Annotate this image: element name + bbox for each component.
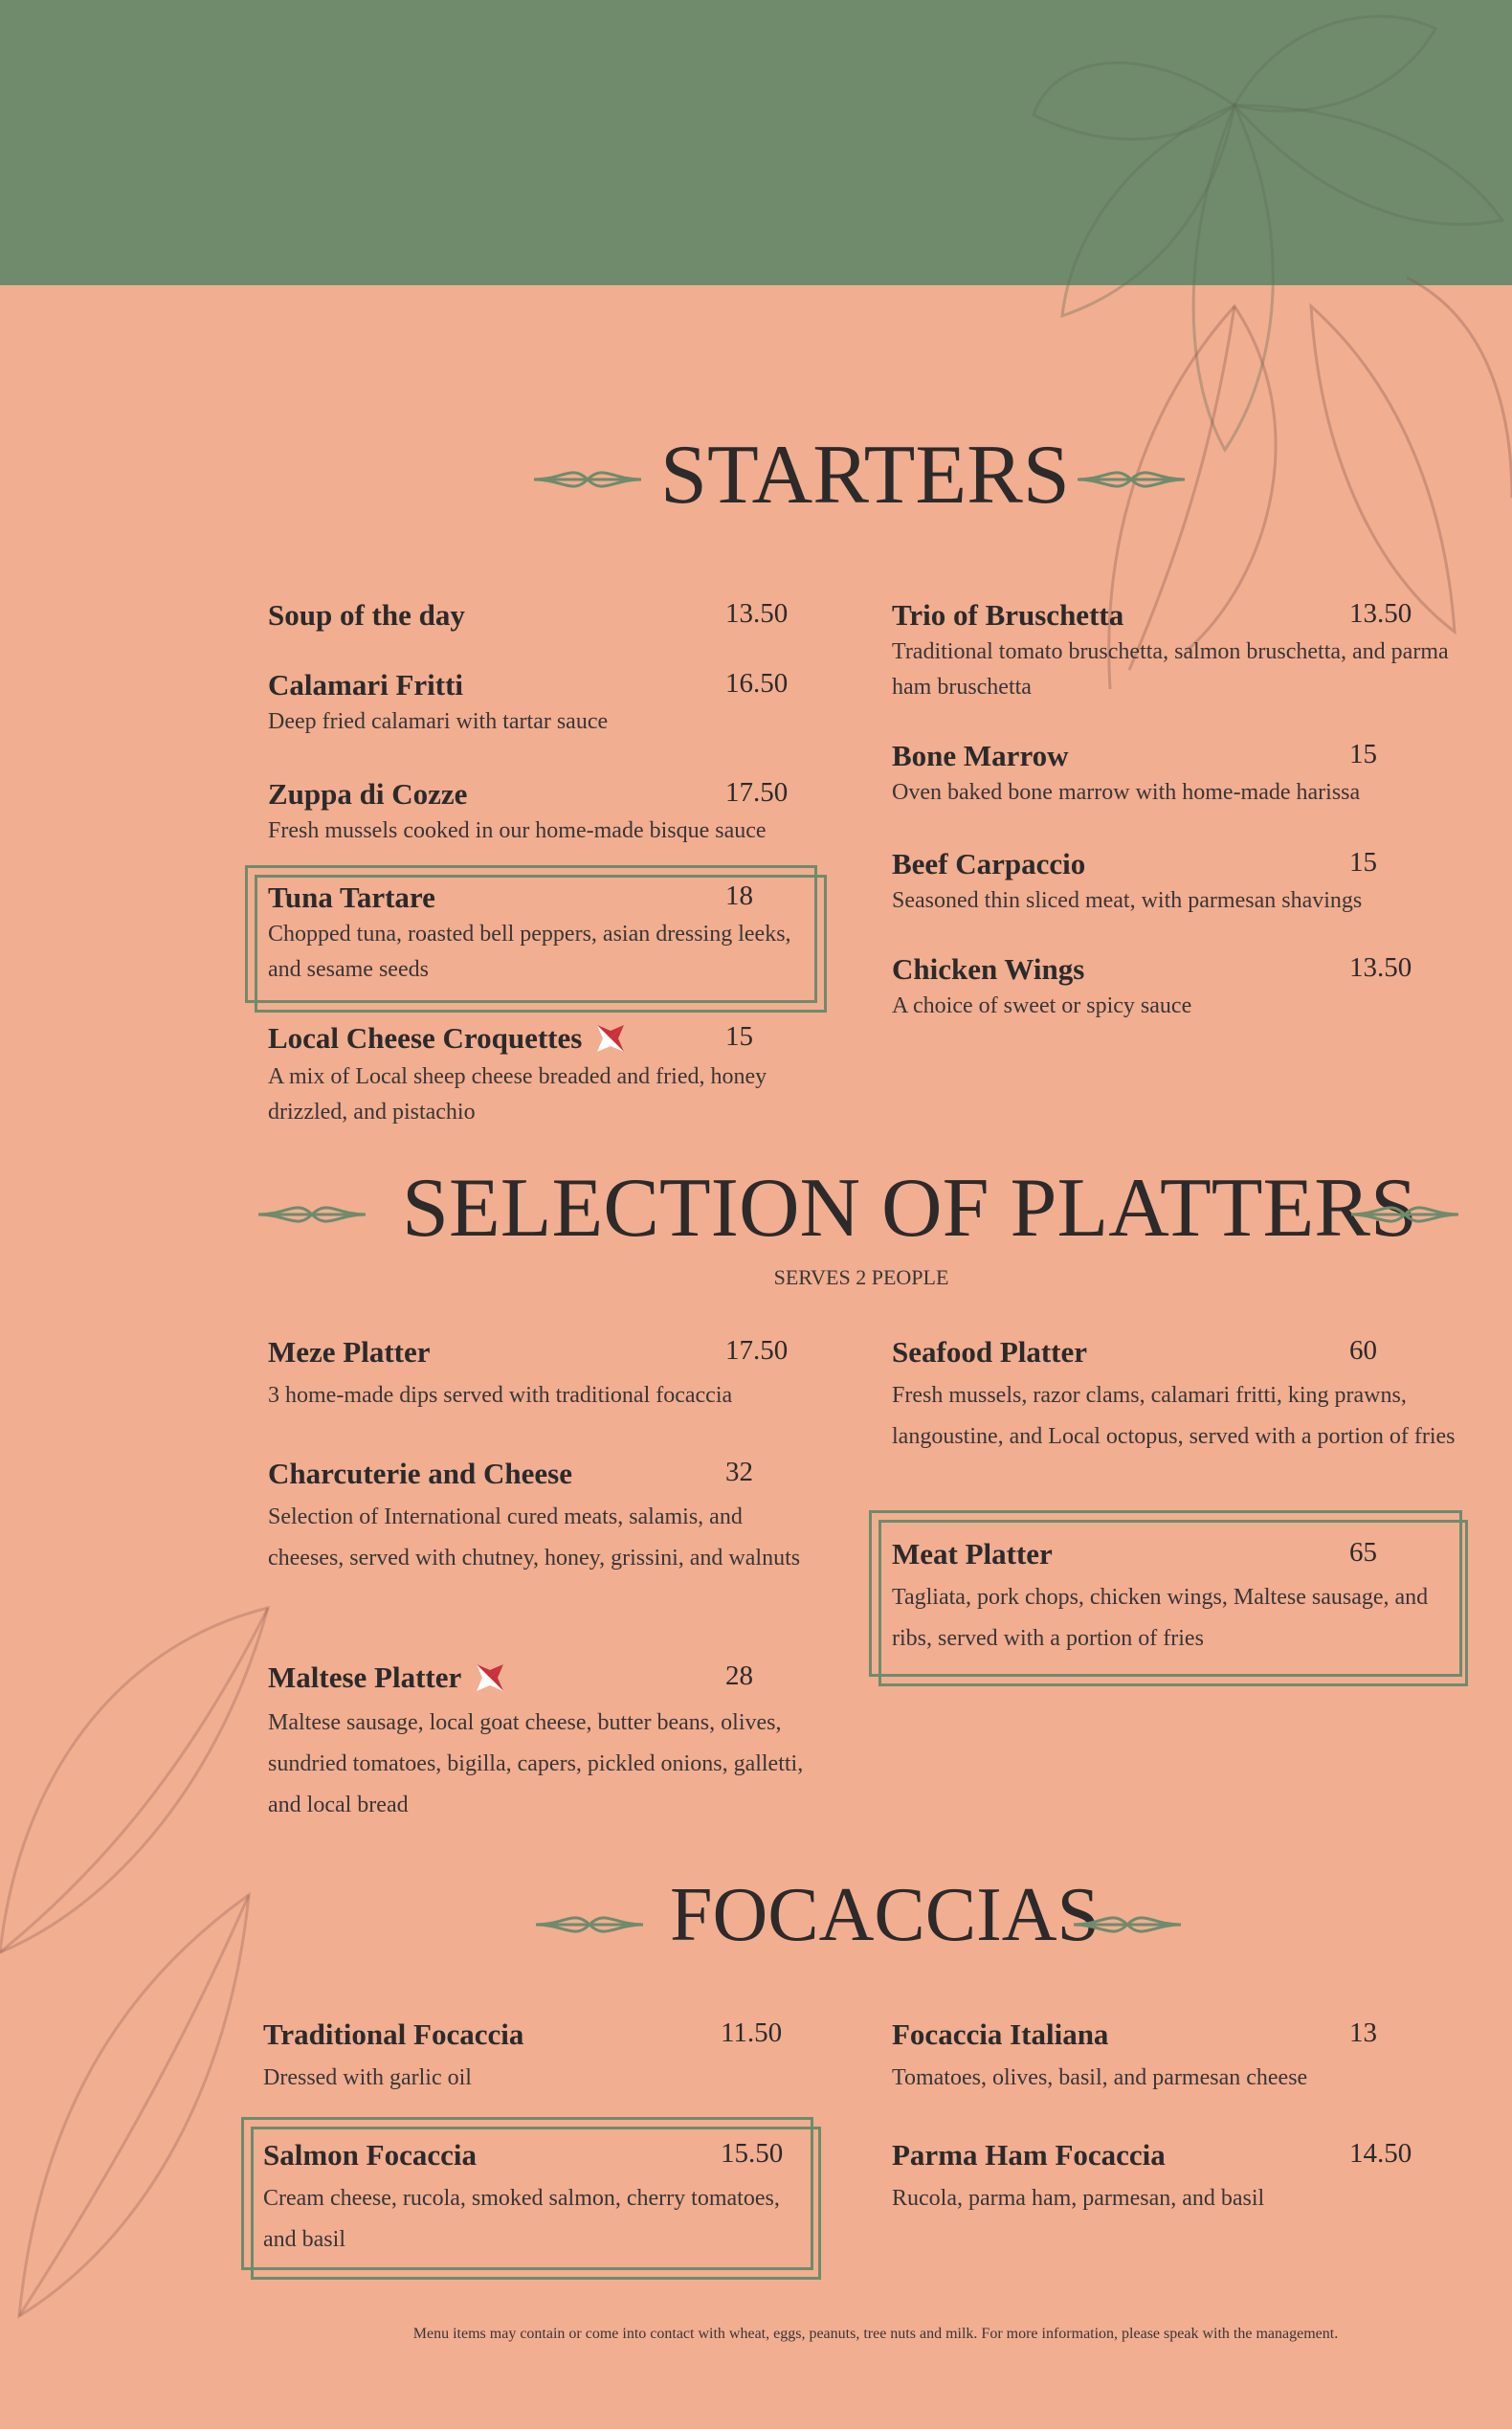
item-name: Trio of Bruschetta [892,598,1124,632]
menu-item [263,2017,818,2099]
menu-item [892,1537,1466,1660]
item-price: 13 [1349,2017,1377,2048]
item-price: 17.50 [725,1335,789,1366]
item-name: Seafood Platter [892,1335,1088,1369]
item-name [268,1660,804,1697]
item-description: Fresh mussels cooked in our home-made bisque sauce [268,818,767,843]
menu-item [892,598,1466,705]
item-name: Chicken Wings [892,952,1085,986]
item-description: Maltese sausage, local goat cheese, butter beans, olives, sundried tomatoes, bigilla, capers, pickled onions, galletti, and local bread [268,1709,804,1817]
item-name: Traditional Focaccia [263,2017,524,2051]
item-price: 28 [725,1660,753,1691]
maltese-cross-icon [591,1019,630,1058]
item-name: Calamari Fritti [268,668,464,702]
item-name: Salmon Focaccia [263,2138,477,2172]
item-name: Focaccia Italiana [892,2017,1109,2051]
ornament-icon [1074,1906,1181,1943]
menu-item [268,598,804,633]
menu-item [268,1335,842,1416]
menu-item [268,1660,804,1826]
section-title-focaccias: FOCACCIAS [670,1873,1101,1957]
menu-item [263,2138,799,2261]
item-description: Traditional tomato bruschetta, salmon bruschetta, and parma ham bruschetta [892,639,1449,700]
menu-item [268,777,842,849]
header-band [0,0,1512,285]
menu-item [892,1335,1485,1458]
item-price: 15.50 [721,2138,784,2169]
menu-item [268,1457,813,1579]
item-price: 32 [725,1457,753,1487]
menu-item [892,739,1466,811]
maltese-cross-icon [471,1659,509,1697]
section-title-platters: SELECTION OF PLATTERS [402,1162,1417,1255]
section-title-starters: STARTERS [660,429,1070,522]
menu-item [892,2138,1466,2219]
item-description: Deep fried calamari with tartar sauce [268,709,609,734]
item-name: Zuppa di Cozze [268,777,468,811]
item-description: Tagliata, pork chops, chicken wings, Maltese sausage, and ribs, served with a portion of fries [892,1585,1429,1651]
menu-item [268,668,842,740]
item-price: 13.50 [1349,598,1412,629]
platters-subtitle: SERVES 2 PEOPLE [773,1265,949,1289]
ornament-icon [534,461,641,498]
item-description: 3 home-made dips served with traditional focaccia [268,1383,733,1408]
item-description: A mix of Local sheep cheese breaded and fried, honey drizzled, and pistachio [268,1063,767,1125]
item-price: 15 [725,1021,753,1052]
item-description: Selection of International cured meats, salamis, and cheeses, served with chutney, honey, grissini, and walnuts [268,1504,801,1571]
item-name: Beef Carpaccio [892,847,1086,880]
item-name-text: Maltese Platter [268,1660,462,1694]
item-name-text: Local Cheese Croquettes [268,1021,583,1055]
item-price: 13.50 [725,598,789,629]
item-description: Oven baked bone marrow with home-made harissa [892,780,1361,805]
item-name: Tuna Tartare [268,880,435,914]
menu-item [892,847,1466,919]
item-name: Meat Platter [892,1537,1053,1571]
item-price: 11.50 [721,2017,783,2048]
item-description: Seasoned thin sliced meat, with parmesan shavings [892,888,1363,913]
menu-item [892,952,1466,1024]
item-price: 14.50 [1349,2138,1412,2169]
item-description: Cream cheese, rucola, smoked salmon, cherry tomatoes, and basil [263,2186,780,2252]
item-name: Charcuterie and Cheese [268,1457,572,1490]
menu-item [268,1021,842,1130]
item-description: Dressed with garlic oil [263,2065,472,2090]
item-price: 65 [1349,1537,1377,1568]
item-name: Soup of the day [268,598,465,632]
item-price: 15 [1349,847,1377,878]
item-description: Fresh mussels, razor clams, calamari fritti, king prawns, langoustine, and Local octopus, served with a portion of fries [892,1383,1456,1449]
ornament-icon [1351,1196,1458,1233]
item-price: 60 [1349,1335,1377,1366]
item-name: Meze Platter [268,1335,431,1369]
ornament-icon [536,1906,643,1943]
item-price: 15 [1349,739,1377,769]
item-description: Tomatoes, olives, basil, and parmesan cheese [892,2065,1308,2090]
menu-item [268,880,804,988]
ornament-icon [1078,461,1185,498]
item-price: 13.50 [1349,952,1412,983]
item-price: 18 [725,880,753,911]
ornament-icon [258,1196,366,1233]
item-description: Chopped tuna, roasted bell peppers, asian dressing leeks, and sesame seeds [268,922,791,982]
item-name [268,1021,842,1058]
item-price: 16.50 [725,668,789,699]
item-name: Bone Marrow [892,739,1069,772]
item-description: Rucola, parma ham, parmesan, and basil [892,2186,1265,2211]
menu-item [892,2017,1466,2099]
allergen-footer: Menu items may contain or come into contact with wheat, eggs, peanuts, tree nuts and milk. For more information, please speak with the management. [412,2326,1339,2342]
item-price: 17.50 [725,777,789,808]
item-name: Parma Ham Focaccia [892,2138,1166,2172]
item-description: A choice of sweet or spicy sauce [892,993,1192,1018]
